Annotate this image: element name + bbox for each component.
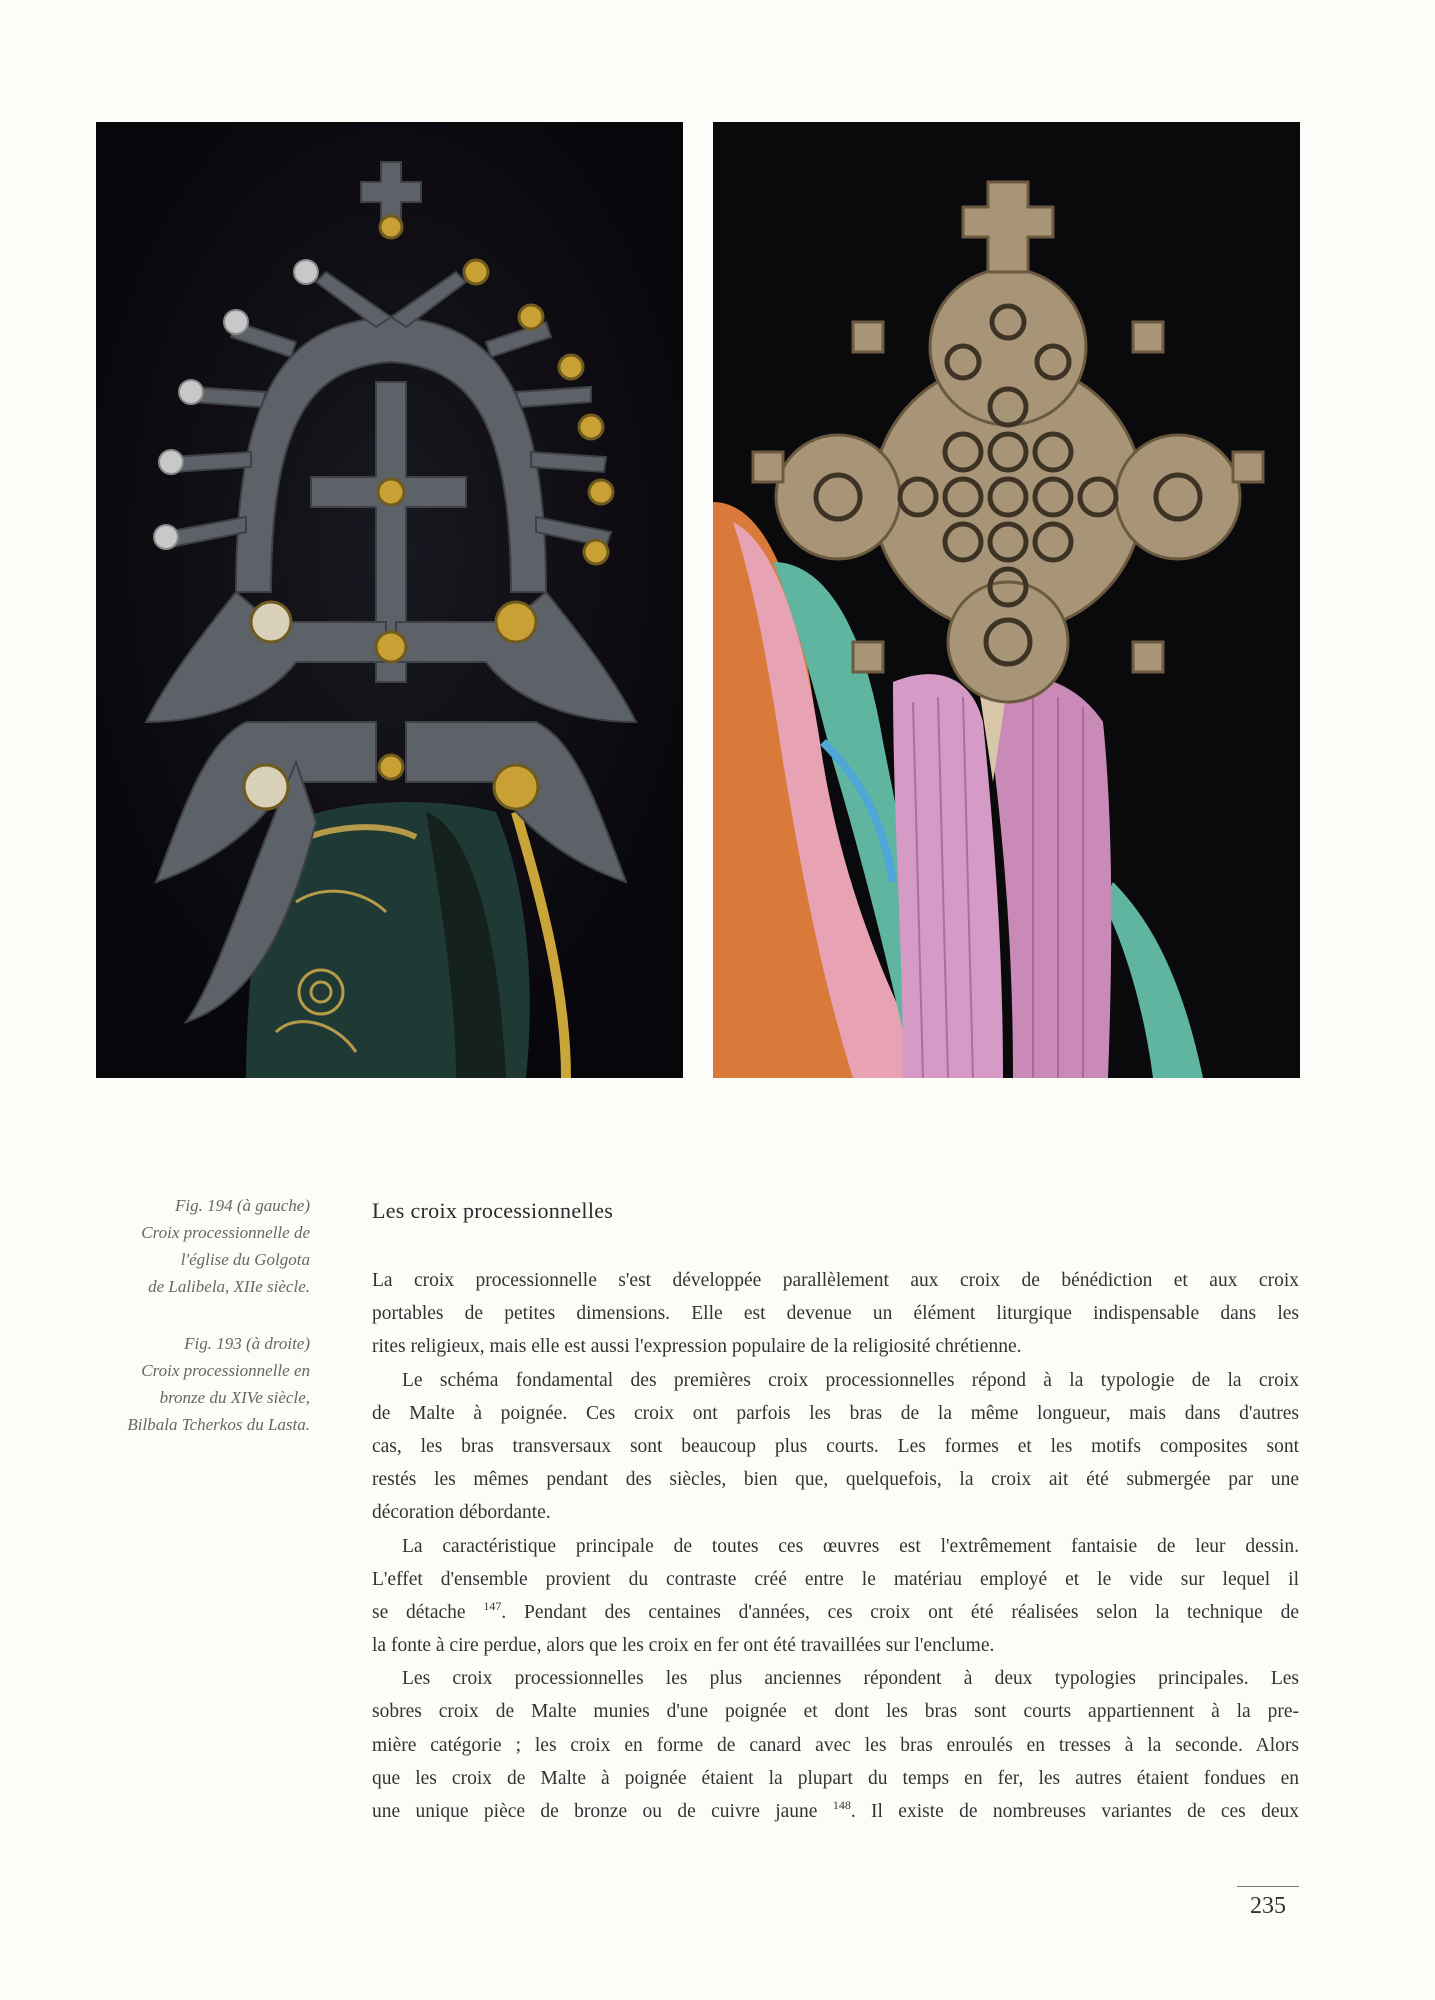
text-line: cas, les bras transversaux sont beaucoup plus courts. Les formes et les motifs composites sont [372,1435,1299,1457]
photo-left-iron-cross [96,122,683,1078]
footnote-ref-148: 148 [832,1798,851,1812]
section-heading: Les croix processionnelles [372,1198,614,1223]
text-line: L'effet d'ensemble provient du contraste créé entre le matériau employé et le vide sur lequel il [372,1568,1299,1590]
iron-cross-illustration [96,122,683,1078]
caption-line: bronze du XIVe siècle, [159,1388,310,1407]
text-fragment: une unique pièce de bronze ou de cuivre jaune [372,1801,818,1822]
text-line: la fonte à cire perdue, alors que les croix en fer ont été travaillées sur l'enclume. [372,1635,995,1657]
caption-line: Fig. 193 (à droite) [184,1334,310,1353]
photo-right-bronze-cross [713,122,1300,1078]
caption-line: Bilbala Tcherkos du Lasta. [127,1415,310,1434]
text-fragment: . Il existe de nombreuses variantes de ces deux [850,1801,1300,1822]
body-text [372,1264,1299,1828]
text-line: rites religieux, mais elle est aussi l'expression populaire de la religiosité chrétienne. [372,1336,1022,1358]
figure-194-caption [80,1192,310,1300]
text-line: de Malte à poignée. Ces croix ont parfois les bras de la même longueur, mais dans d'autres [372,1402,1299,1424]
text-line: mière catégorie ; les croix en forme de canard avec les bras enroulés en tresses à la seconde. Alors [372,1734,1299,1756]
figure-193-caption [80,1330,310,1438]
bronze-cross-illustration [713,122,1300,1078]
caption-line: Croix processionnelle de [141,1223,310,1242]
text-line: restés les mêmes pendant des siècles, bien que, quelquefois, la croix ait été submergée par une [372,1469,1299,1491]
caption-line: l'église du Golgota [180,1250,310,1269]
text-line [372,1795,1299,1828]
text-line [372,1596,1299,1629]
caption-line: Croix processionnelle en [141,1361,310,1380]
caption-line: Fig. 194 (à gauche) [174,1196,310,1215]
text-line: Les croix processionnelles les plus anciennes répondent à deux typologies principales. Les [402,1668,1299,1690]
text-line: La croix processionnelle s'est développée parallèlement aux croix de bénédiction et aux croix [372,1270,1299,1291]
text-line: Le schéma fondamental des premières croix processionnelles répond à la typologie de la croix [402,1369,1299,1391]
caption-line: de Lalibela, XIIe siècle. [148,1277,310,1296]
text-line: sobres croix de Malte munies d'une poignée et dont les bras sont courts appartiennent à la pre- [372,1701,1299,1723]
page-number: 235 [1250,1893,1286,1919]
text-line: portables de petites dimensions. Elle est devenue un élément liturgique indispensable dans les [372,1303,1299,1325]
text-line: La caractéristique principale de toutes ces œuvres est l'extrêmement fantaisie de leur dessin. [402,1535,1299,1557]
text-line: que les croix de Malte à poignée étaient la plupart du temps en fer, les autres étaient fondues en [372,1767,1299,1789]
text-fragment: se détache [372,1601,466,1623]
footnote-ref-147: 147 [483,1598,502,1613]
page-number-rule [1237,1886,1299,1887]
text-fragment: . Pendant des centaines d'années, ces croix ont été réalisées selon la technique de [501,1601,1299,1623]
text-line: décoration débordante. [372,1502,551,1524]
